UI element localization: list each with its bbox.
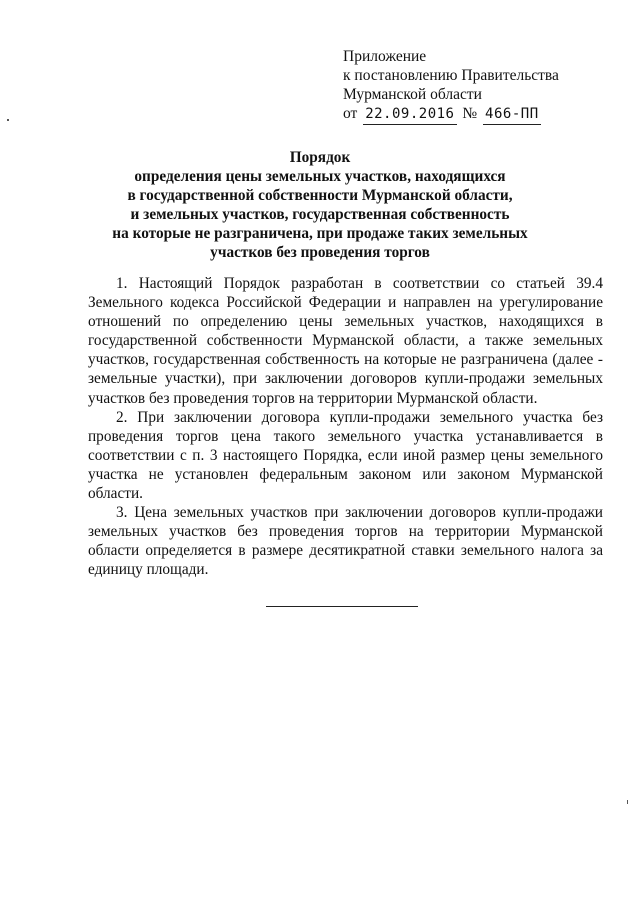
annex-date-prefix: от (343, 105, 358, 122)
paragraph-2: 2. При заключении договора купли-продажи земельного участка без проведения торгов цена такого земельного участка устанавливается в соответствии с п. 3 настоящего Порядка, если иной размер цены земельного участка не установлен федеральным законом или законом Мурманской области. (88, 408, 603, 503)
scan-speck (627, 800, 628, 804)
end-divider-line (266, 606, 418, 607)
annex-number-sign: № (462, 105, 478, 122)
annex-date: 22.09.2016 (363, 105, 456, 125)
paragraph-3: 3. Цена земельных участков при заключении договоров купли-продажи земельных участков без проведения торгов на территории Мурманской области определяется в размере десятикратной ставки земельного налога за единицу площади. (88, 504, 603, 579)
document-title (100, 148, 540, 262)
scan-speck (7, 119, 9, 121)
annex-date-number-line (343, 104, 559, 125)
document-body (88, 274, 603, 580)
paragraph-1: 1. Настоящий Порядок разработан в соответствии со статьей 39.4 Земельного кодекса Российской Федерации и направлен на урегулирование отношений по определению цены земельных участков, находящихся в государственной собственности Мурманской области, а также земельных участков, государственная собственность на которые не разграничена (далее - земельные участки), при заключении договоров купли-продажи земельных участков без проведения торгов на территории Мурманской области. (88, 275, 603, 407)
title-line-6: участков без проведения торгов (210, 244, 430, 261)
annex-title: Приложение (343, 48, 427, 65)
title-line-4: и земельных участков, государственная собственность (130, 206, 510, 223)
title-line-2: определения цены земельных участков, находящихся (134, 168, 506, 185)
annex-resolution-ref: к постановлению Правительства (343, 67, 559, 84)
title-line-3: в государственной собственности Мурманской области, (127, 187, 513, 204)
annex-region: Мурманской области (343, 86, 482, 103)
annex-header (343, 47, 559, 125)
title-line-1: Порядок (289, 149, 351, 166)
title-line-5: на которые не разграничена, при продаже таких земельных (112, 225, 528, 242)
annex-number: 466-ПП (483, 105, 541, 125)
